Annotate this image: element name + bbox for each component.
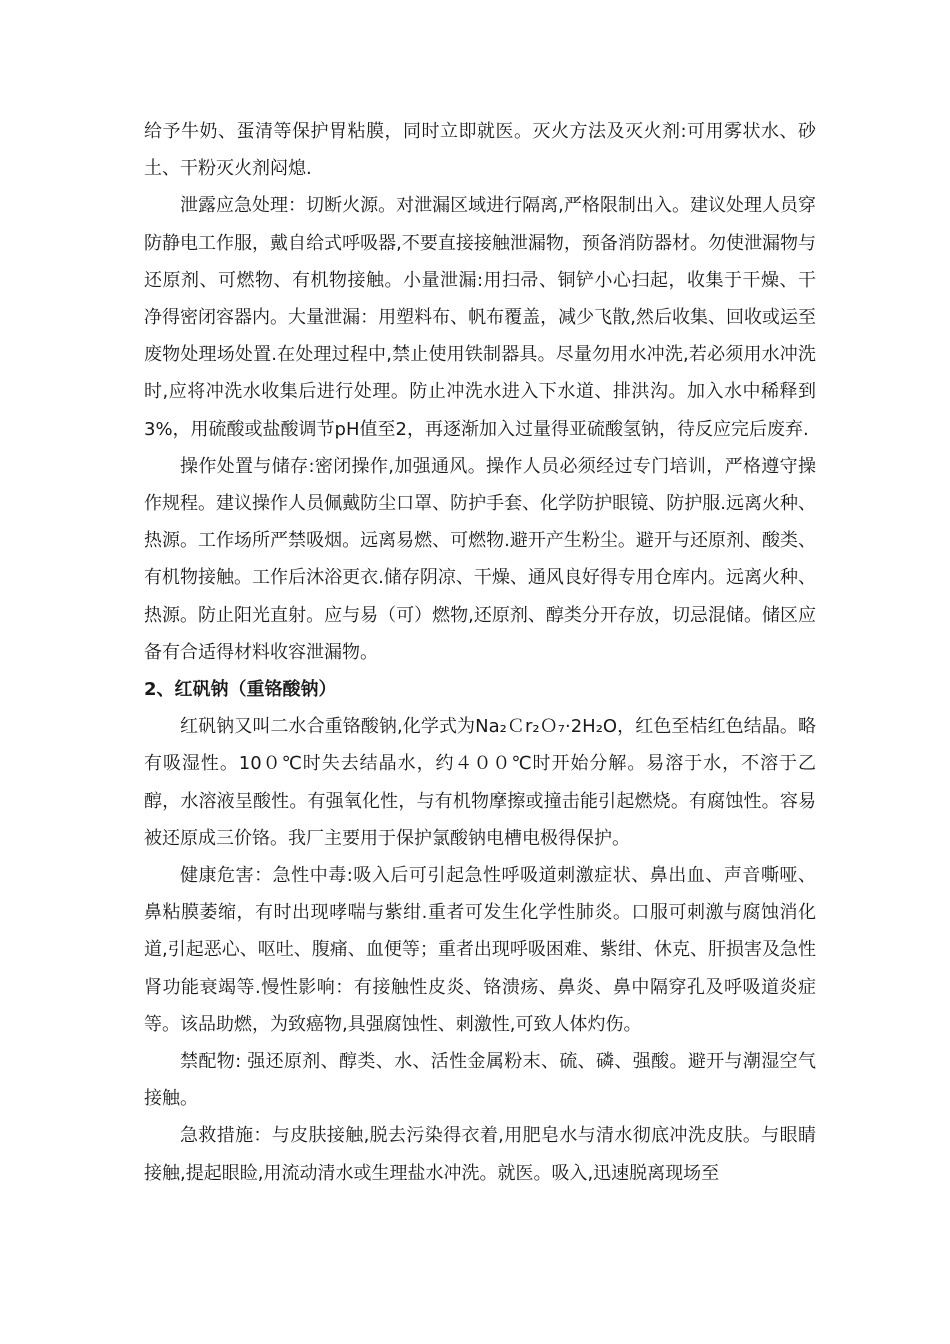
paragraph-sodium-dichromate-intro: 红矾钠又叫二水合重铬酸钠,化学式为Na₂Ｃr₂Ｏ₇·2H₂O，红色至桔红色结晶。略有吸湿性。10０℃时失去结晶水，约４００℃时开始分解。易溶于水，不溶于乙醇，水溶液呈酸性。有强氧化性，与有机物摩擦或撞击能引起燃烧。有腐蚀性。容易被还原成三价铬。我厂主要用于保护氯酸钠电槽电极得保护。 xyxy=(144,716,816,849)
paragraph-leak-emergency: 泄露应急处理：切断火源。对泄漏区域进行隔离,严格限制出入。建议处理人员穿防静电工作服，戴自给式呼吸器,不要直接接触泄漏物，预备消防器材。勿使泄漏物与还原剂、可燃物、有机物接触。小量泄漏:用扫帚、铜铲小心扫起，收集于干燥、干净得密闭容器内。大量泄漏：用塑料布、帆布覆盖，减少飞散,然后收集、回收或运至废物处理场处置.在处理过程中,禁止使用铁制器具。尽量勿用水冲洗,若必须用水冲洗时,应将冲洗水收集后进行处理。防止冲洗水进入下水道、排洪沟。加入水中稀释到3%，用硫酸或盐酸调节pH值至2，再逐渐加入过量得亚硫酸氢钠，待反应完后废弃. xyxy=(144,195,816,440)
paragraph-health-hazards: 健康危害：急性中毒:吸入后可引起急性呼吸道刺激症状、鼻出血、声音嘶哑、鼻粘膜萎缩，有时出现哮喘与紫绀.重者可发生化学性肺炎。口服可刺激与腐蚀消化道,引起恶心、呕吐、腹痛、血便等；重者出现呼吸困难、紫绀、休克、肝损害及急性肾功能衰竭等.慢性影响：有接触性皮炎、铬溃疡、鼻炎、鼻中隔穿孔及呼吸道炎症等。该品助燃，为致癌物,具强腐蚀性、刺激性,可致人体灼伤。 xyxy=(144,865,816,1035)
section-heading-sodium-dichromate: 2、红矾钠（重铬酸钠） xyxy=(144,679,337,701)
paragraph-handling-storage: 操作处置与储存:密闭操作,加强通风。操作人员必须经过专门培训，严格遵守操作规程。建议操作人员佩戴防尘口罩、防护手套、化学防护眼镜、防护服.远离火种、热源。工作场所严禁吸烟。远离易燃、可燃物.避开产生粉尘。避开与还原剂、酸类、有机物接触。工作后沐浴更衣.储存阴凉、干燥、通风良好得专用仓库内。远离火种、热源。防止阳光直射。应与易（可）燃物,还原剂、醇类分开存放，切忌混储。储区应备有合适得材料收容泄漏物。 xyxy=(144,455,816,663)
paragraph-fire-fighting: 给予牛奶、蛋清等保护胃粘膜，同时立即就医。灭火方法及灭火剂:可用雾状水、砂土、干粉灭火剂闷熄. xyxy=(144,121,816,180)
paragraph-incompatibles: 禁配物: 强还原剂、醇类、水、活性金属粉末、硫、磷、强酸。避开与潮湿空气接触。 xyxy=(144,1051,816,1110)
document-page xyxy=(144,113,816,1192)
paragraph-first-aid: 急救措施：与皮肤接触,脱去污染得衣着,用肥皂水与清水彻底冲洗皮肤。与眼睛接触,提起眼睑,用流动清水或生理盐水冲洗。就医。吸入,迅速脱离现场至 xyxy=(144,1125,816,1184)
